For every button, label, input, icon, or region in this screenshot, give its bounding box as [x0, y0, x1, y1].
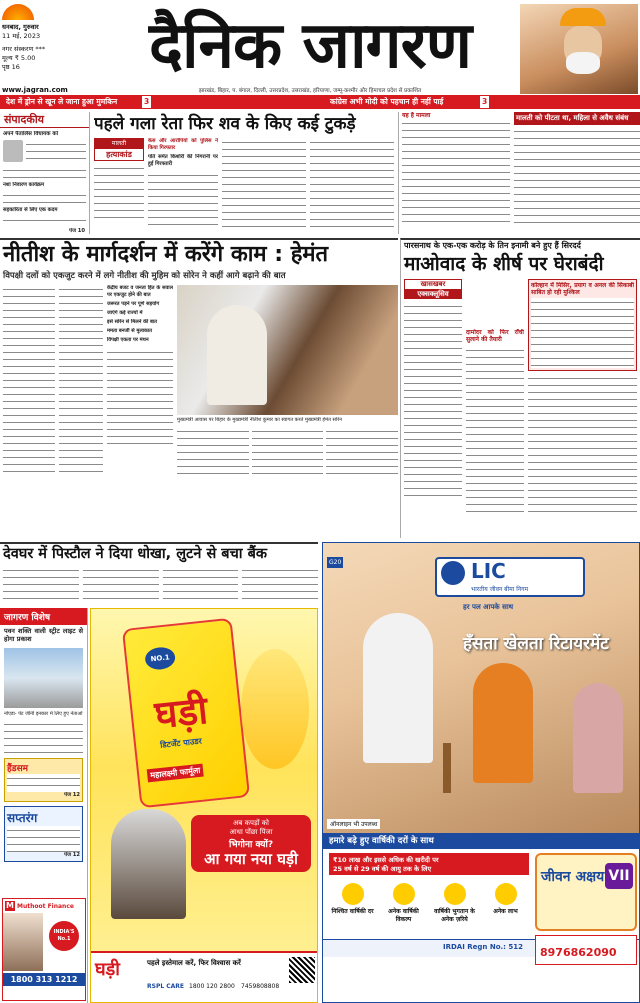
- sidebox-text-1: [402, 119, 510, 225]
- masthead-left: [2, 4, 97, 95]
- lead3-col1: [404, 302, 462, 502]
- ghari-big: आ गया नया घड़ी: [204, 850, 298, 868]
- ghari-company: RSPL CARE: [147, 983, 185, 990]
- lead2-col6: [326, 427, 398, 475]
- lead1-bullet-1: केस और आरोपियों को पुलिस ने किया गिरफ्तार: [148, 138, 218, 151]
- lic-grandfather: [363, 613, 433, 763]
- lic-g20: G20: [329, 559, 342, 566]
- section-card-2[interactable]: [4, 806, 83, 862]
- lic-rates-2: 25 वर्ष से 29 वर्ष की आयु तक के लिए: [333, 865, 432, 873]
- lead3-box-title: कोल्हान में मिसिर, प्रयाग व अनल की सिकाबी साबित हो रही मुश्किल: [531, 282, 634, 296]
- edition: नगर संस्करण ***: [2, 45, 46, 53]
- lead2-bullet-2: जाएंगे कई राज्यों में: [107, 310, 143, 316]
- lic-feature-0: निश्चित वार्षिकी दर: [331, 908, 374, 915]
- lic-title: LIC: [471, 559, 506, 583]
- lead2-bullet-3: इसे सोरेन से मिलने की बात: [107, 319, 157, 325]
- sampadakiya-text-2: [3, 166, 86, 180]
- lic-feature-icon-3: [495, 883, 517, 905]
- lead2-photo: [177, 285, 398, 415]
- lead1-col2-text: [148, 171, 218, 225]
- ghari-packet: [122, 618, 250, 809]
- beard-shape: [566, 52, 600, 74]
- lic-online: ऑनलाइन भी उपलब्ध: [327, 819, 380, 829]
- lead1-tag1: मालती: [94, 138, 144, 148]
- lic-emblem-icon: [441, 561, 465, 585]
- lead2-col3: [107, 348, 173, 444]
- sampadakiya-item-3[interactable]: सहकारिता से लिए एक कदम: [3, 207, 58, 213]
- topbar-right-page: 3: [482, 97, 488, 106]
- muthoot-phone[interactable]: 1800 313 1212: [3, 973, 85, 986]
- ghari-celebrity: [111, 809, 186, 919]
- lead1-col4-text: [310, 138, 394, 230]
- lead2-col5: [252, 427, 324, 475]
- ghari-whatsapp[interactable]: 7459808808: [241, 983, 280, 990]
- vishesh-photo: [4, 648, 83, 708]
- lic-features: [329, 883, 529, 923]
- lead3-story: [400, 238, 640, 538]
- sampadakiya-text-4: [3, 216, 86, 226]
- sidebox-text-2: [514, 127, 640, 229]
- lead2-col2: [59, 285, 103, 475]
- lead4-col3: [163, 566, 239, 602]
- ghari-tag: डिटर्जेंट पाउडर: [159, 736, 203, 750]
- ghari-brand: घड़ी: [152, 686, 210, 738]
- lead2-bullet-1: जरूरत पड़ने पर पूर्ण सहयोग: [107, 301, 160, 307]
- sampadakiya-box: [0, 112, 90, 234]
- lead2-bullet-5: विपक्षी एकता पर मंथन: [107, 337, 149, 343]
- masthead-photo: [520, 4, 638, 94]
- section-text-2: [7, 826, 80, 852]
- muthoot-badge: INDIA'S No.1: [49, 921, 79, 951]
- lic-rates: [329, 853, 529, 875]
- ghari-splash: [241, 649, 309, 769]
- lead1-bullet-2: पति समेत किशोरी की निगरानी पर हुई गिरफ्तारी: [148, 154, 218, 167]
- topbar-right-link[interactable]: कांग्रेस अभी मोदी को पहचान ही नहीं पाई: [330, 97, 444, 106]
- columnist-avatar: [3, 140, 23, 162]
- lead2-bullet-4: ममता बनर्जी से मुलाकात: [107, 328, 153, 334]
- sampadakiya-item-2[interactable]: नशा निवारण कार्यक्रम: [3, 182, 45, 188]
- vishesh-heading: जागरण विशेष: [0, 608, 87, 625]
- lic-subtitle: भारतीय जीवन बीमा निगम: [471, 586, 529, 593]
- lead3-kicker: पारसनाथ के एक-एक करोड़ के तिन इनामी बने हुए हैं सिरदर्द: [404, 241, 581, 250]
- lic-plan-num: VII: [605, 863, 633, 889]
- lead3-tag2: एक्सक्लूसिव: [404, 290, 462, 299]
- section-name-2: सप्तरंग: [7, 811, 38, 825]
- masthead-title: दैनिक जागरण: [148, 8, 472, 83]
- lic-irdai: IRDAI Regn No.: 512: [443, 943, 524, 951]
- lic-ad[interactable]: [322, 542, 640, 1003]
- lic-sms-box[interactable]: [535, 935, 637, 965]
- lic-feature-2: वार्षिकी भुगतान के अनेक ज़रिये: [434, 908, 475, 923]
- sampadakiya-text-1: [26, 140, 86, 162]
- ghari-no1-badge: NO.1: [144, 646, 176, 671]
- lead1-col3-text: [222, 138, 306, 230]
- date: 11 मई, 2023: [2, 32, 41, 40]
- ghari-footer-brand: घड़ी: [95, 959, 120, 980]
- ghari-ad[interactable]: [90, 608, 318, 1003]
- ghari-line2: आधा पोंछा पिंजा: [229, 828, 273, 836]
- city-day: धनबाद, गुरुवार: [2, 23, 39, 31]
- figure-1: [207, 305, 267, 405]
- lead1-col1-text: [94, 164, 144, 224]
- lead2-col1: [3, 285, 55, 475]
- ghari-footer: [91, 951, 318, 1003]
- ghari-line1: अब कपड़ों को: [233, 819, 269, 827]
- lead3-tag: खासखबर: [404, 279, 462, 290]
- muthoot-person: [3, 913, 43, 971]
- muthoot-logo-icon: M: [6, 901, 14, 910]
- section-name-1: हैंडसम: [7, 764, 29, 774]
- lead2-headline[interactable]: नीतीश के मार्गदर्शन में करेंगे काम : हेमंत: [3, 242, 329, 267]
- lic-grandchild: [573, 683, 623, 793]
- section-page-1: पेज 12: [64, 792, 80, 798]
- lead4-headline[interactable]: देवघर में पिस्टौल ने दिया धोखा, लुटने से बचा बैंक: [3, 546, 268, 562]
- lic-child: [473, 663, 533, 783]
- lic-logo-box: [435, 557, 585, 597]
- top-bar: [0, 95, 640, 109]
- topbar-left-page: 3: [144, 97, 150, 106]
- muthoot-ad[interactable]: [2, 898, 86, 1001]
- lic-sms[interactable]: 8976862090: [540, 946, 617, 959]
- lead4-col4: [242, 566, 318, 602]
- lic-feature-1: अनेक वार्षिकी विकल्प: [388, 908, 419, 923]
- sampadakiya-heading: संपादकीय: [0, 112, 89, 128]
- lead3-col3: [528, 374, 637, 514]
- ghari-mahalaxmi: महालक्ष्मी फार्मूला: [147, 764, 204, 783]
- section-page-2: पेज 12: [64, 852, 80, 858]
- lic-plan: जीवन अक्षय: [541, 869, 605, 885]
- lead2-story: [0, 238, 398, 538]
- sidebox: [398, 112, 640, 234]
- vishesh-text: [4, 720, 83, 754]
- section-text-1: [7, 774, 80, 792]
- lic-tagline: हर पल आपके साथ: [463, 603, 514, 611]
- sampadakiya-page: पेज 10: [69, 228, 85, 234]
- lead4-col1: [3, 566, 79, 602]
- lead3-subhead: दामोदर को फिर राँची सुलाने की तैयारी: [466, 329, 524, 343]
- lic-feature-3: अनेक लाभ: [493, 908, 518, 915]
- ghari-question: भिगोना क्यों?: [228, 840, 274, 850]
- lic-annuity: हमारे बढ़े हुए वार्षिकी दरों के साथ: [323, 833, 640, 849]
- topbar-left-link[interactable]: देश में ड्रोन से खून ले जाना हुआ मुमकिन: [6, 97, 118, 106]
- sampadakiya-item-1[interactable]: अपने पैतालिस विधायक को: [3, 131, 59, 137]
- lead3-col2: [466, 346, 524, 516]
- sidebox-heading-2[interactable]: मालती को पीटता था, महिला से अवैध संबंध: [514, 112, 640, 125]
- left-rail: [0, 608, 88, 1003]
- lead1-story: [94, 112, 394, 234]
- vishesh-caption: नोएडा- पेट जीनी इनकार में लिए हुए नेताओं: [4, 711, 83, 717]
- lead4-col2: [83, 566, 159, 602]
- lead1-headline[interactable]: पहले गला रेता फिर शव के किए कई टुकड़े: [94, 114, 356, 134]
- lic-rates-1: ₹10 लाख और इससे अधिक की खरीदी पर: [333, 856, 439, 864]
- lead2-col4: [177, 427, 249, 475]
- muthoot-brand: Muthoot Finance: [17, 902, 74, 910]
- qr-code-icon[interactable]: [289, 957, 315, 983]
- states-line: झारखंड, बिहार, प. बंगाल, दिल्ली, उत्तरप्रदेश, उत्तराखंड, हरियाणा, जम्मू-कश्मीर और हिमाचल प्रदेश से प्रकाशित: [198, 88, 422, 94]
- vishesh-item[interactable]: पवन शक्ति वाली स्ट्रीट लाइट से होगा प्रकाश: [4, 627, 83, 643]
- lead2-caption: मुख्यमंत्री आवास पर बिहार के मुख्यमंत्री नीतीश कुमार का स्वागत करते मुख्यमंत्री हेमंत सोरेन: [177, 417, 343, 423]
- sampadakiya-text-3: [3, 191, 86, 205]
- lic-banner: हँसता खेलता रिटायरमेंट: [463, 634, 609, 654]
- ghari-phone[interactable]: 1800 120 2800: [189, 983, 235, 990]
- lead2-subhead: विपक्षी दलों को एकजुट करने में लगे नीतीश की मुहिम को सोरेन ने कहीं आगे बढ़ाने की बात: [3, 271, 286, 281]
- lead3-headline[interactable]: माओवाद के शीर्ष पर घेराबंदी: [404, 253, 604, 275]
- lic-feature-icon-1: [393, 883, 415, 905]
- pages: पृष्ठ 16: [2, 63, 20, 71]
- website[interactable]: www.jagran.com: [2, 86, 68, 94]
- sun-logo-icon: [2, 4, 34, 20]
- lead1-tag2: हत्याकांड: [94, 148, 144, 161]
- lic-plan-badge: [535, 853, 637, 931]
- price: मूल्य ₹ 5.00: [2, 54, 36, 62]
- sidebox-heading: यह है मामला: [402, 112, 431, 119]
- lic-feature-icon-0: [342, 883, 364, 905]
- turban-shape: [560, 8, 606, 26]
- ghari-bottom-line: पहले इस्तेमाल करें, फिर विश्वास करें: [147, 959, 241, 967]
- lead4-story: [0, 542, 318, 604]
- lead3-box-text: [531, 298, 634, 368]
- lead2-bullet-0: केंद्रीय बजट व जनता हित के सवाल पर एकजुट होने की बात: [107, 285, 173, 298]
- lead3-box: [528, 279, 637, 371]
- lic-wicket: [443, 743, 451, 793]
- lic-feature-icon-2: [444, 883, 466, 905]
- section-card-1[interactable]: [4, 758, 83, 802]
- ghari-speech: [191, 815, 311, 872]
